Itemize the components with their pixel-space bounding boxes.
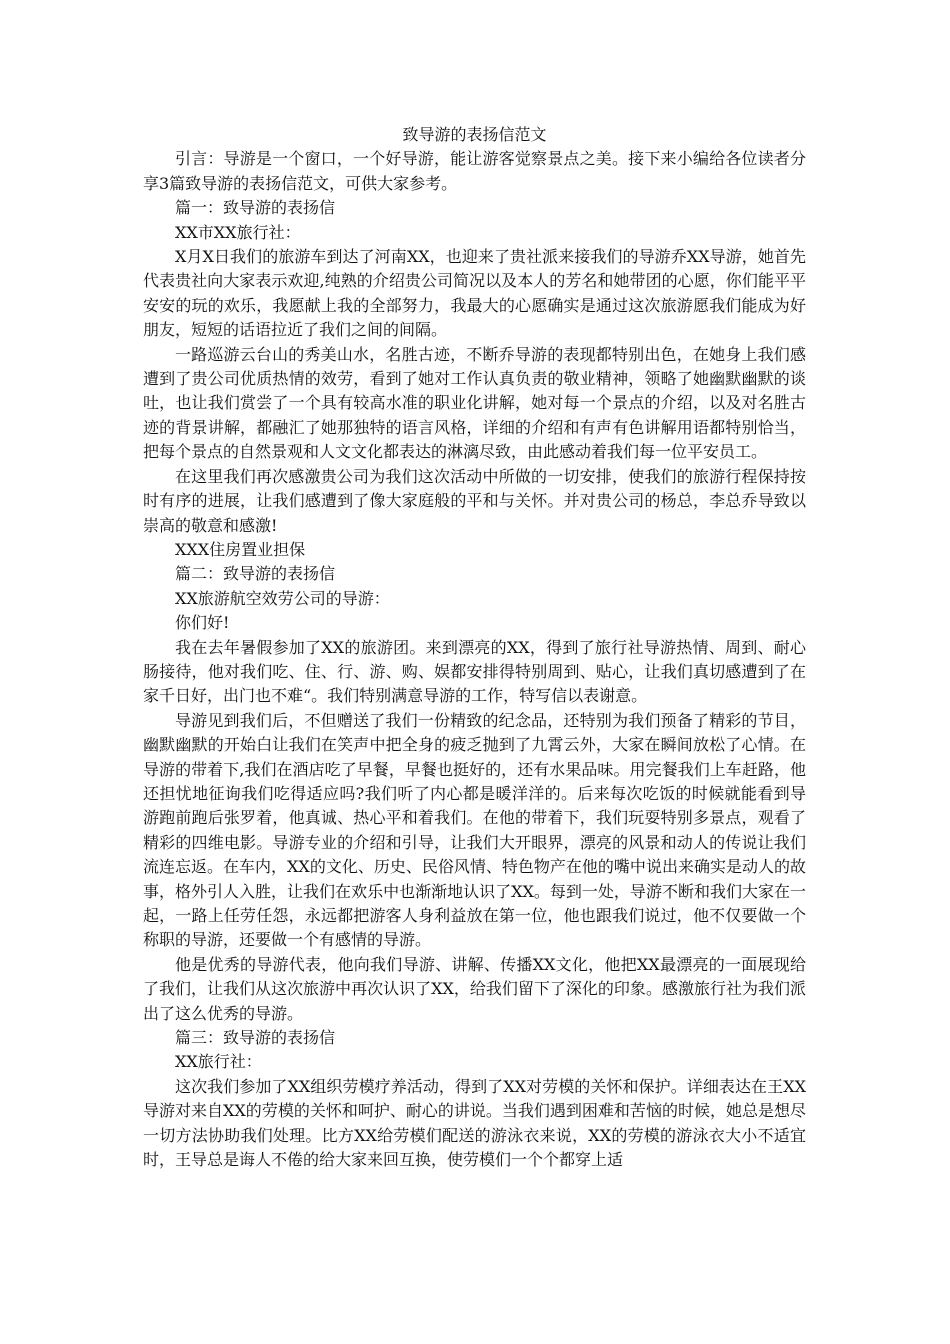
document-title: 致导游的表扬信范文	[402, 125, 547, 144]
paragraph: 我在去年暑假参加了XX的旅游团。来到漂亮的XX，得到了旅行社导游热情、周到、耐心肠接待，他对我们吃、住、行、游、购、娱都安排得特别周到、贴心，让我们真切感遭到了在家千日好，出门也不难“。我们特别满意导游的工作，特写信以表谢意。	[143, 637, 806, 706]
paragraph: 他是优秀的导游代表，他向我们导游、讲解、传播XX文化，他把XX最漂亮的一面展现给了我们，让我们从这次旅游中再次认识了XX，给我们留下了深化的印象。感激旅行社为我们派出了这么优秀的导游。	[143, 954, 806, 1023]
section-heading-3: 篇三：致导游的表扬信	[175, 1028, 336, 1048]
paragraph-intro: 引言：导游是一个窗口，一个好导游，能让游客觉察景点之美。接下来小编给各位读者分享3篇致导游的表扬信范文，可供大家参考。	[143, 149, 806, 193]
greeting: 你们好!	[175, 613, 230, 633]
paragraph: 这次我们参加了XX组织劳模疗养活动，得到了XX对劳模的关怀和保护。详细表达在王XX导游对来自XX的劳模的关怀和呵护、耐心的讲说。当我们遇到困难和苦恼的时候，她总是想尽一切方法协助我们处理。比方XX给劳模们配送的游泳衣来说，XX的劳模的游泳衣大小不适宜时，王导总是诲人不倦的给大家来回互换，使劳模们一个个都穿上适	[143, 1076, 806, 1170]
signature-1: XXX住房置业担保	[175, 539, 306, 559]
salutation-2: XX旅游航空效劳公司的导游：	[175, 588, 390, 608]
salutation-3: XX旅行社：	[175, 1052, 262, 1072]
paragraph: 一路巡游云台山的秀美山水，名胜古迹，不断乔导游的表现都特别出色，在她身上我们感遭到了贵公司优质热情的效劳，看到了她对工作认真负责的敬业精神，领略了她幽默幽默的谈吐，也让我们赏尝了一个具有较高水准的职业化讲解，她对每一个景点的介绍，以及对名胜古迹的背景讲解，都融汇了她那独特的语言风格，详细的介绍和有声有色讲解用语都特别恰当，把每个景点的自然景观和人文文化都表达的淋漓尽致，由此感动着我们每一位平安员工。	[143, 344, 806, 462]
section-heading-2: 篇二：致导游的表扬信	[175, 564, 336, 584]
document-body	[143, 123, 806, 1172]
paragraph: X月X日我们的旅游车到达了河南XX，也迎来了贵社派来接我们的导游乔XX导游，她首先代表贵社向大家表示欢迎,纯熟的介绍贵公司简况以及本人的芳名和她带团的心愿，你们能平平安安的玩的欢乐，我愿献上我的全部努力，我最大的心愿确实是通过这次旅游愿我们能成为好朋友，短短的话语拉近了我们之间的间隔。	[143, 247, 806, 340]
paragraph: 导游见到我们后，不但赠送了我们一份精致的纪念品，还特别为我们预备了精彩的节目，幽默幽默的开始白让我们在笑声中把全身的疲乏抛到了九霄云外，大家在瞬间放松了心情。在导游的带着下,我们在酒店吃了早餐，早餐也挺好的，还有水果品味。用完餐我们上车赶路，他还担忧地征询我们吃得适应吗?我们听了内心都是暖洋洋的。后来每次吃饭的时候就能看到导游跑前跑后张罗着，他真诚、热心平和着我们。在他的带着下，我们玩耍特别多景点，观看了精彩的四维电影。导游专业的介绍和引导，让我们大开眼界，漂亮的风景和动人的传说让我们流连忘返。在车内，XX的文化、历史、民俗风情、特色物产在他的嘴中说出来确实是动人的故事，格外引人入胜，让我们在欢乐中也渐渐地认识了XX。每到一处，导游不断和我们大家在一起，一路上任劳任怨，永远都把游客人身利益放在第一位，他也跟我们说过，他不仅要做一个称职的导游，还要做一个有感情的导游。	[143, 710, 806, 950]
salutation-1: XX市XX旅行社：	[175, 222, 301, 242]
section-heading-1: 篇一：致导游的表扬信	[175, 198, 336, 218]
paragraph: 在这里我们再次感激贵公司为我们这次活动中所做的一切安排，使我们的旅游行程保持按时有序的进展，让我们感遭到了像大家庭般的平和与关怀。并对贵公司的杨总，李总乔导致以崇高的敬意和感激!	[143, 466, 806, 535]
